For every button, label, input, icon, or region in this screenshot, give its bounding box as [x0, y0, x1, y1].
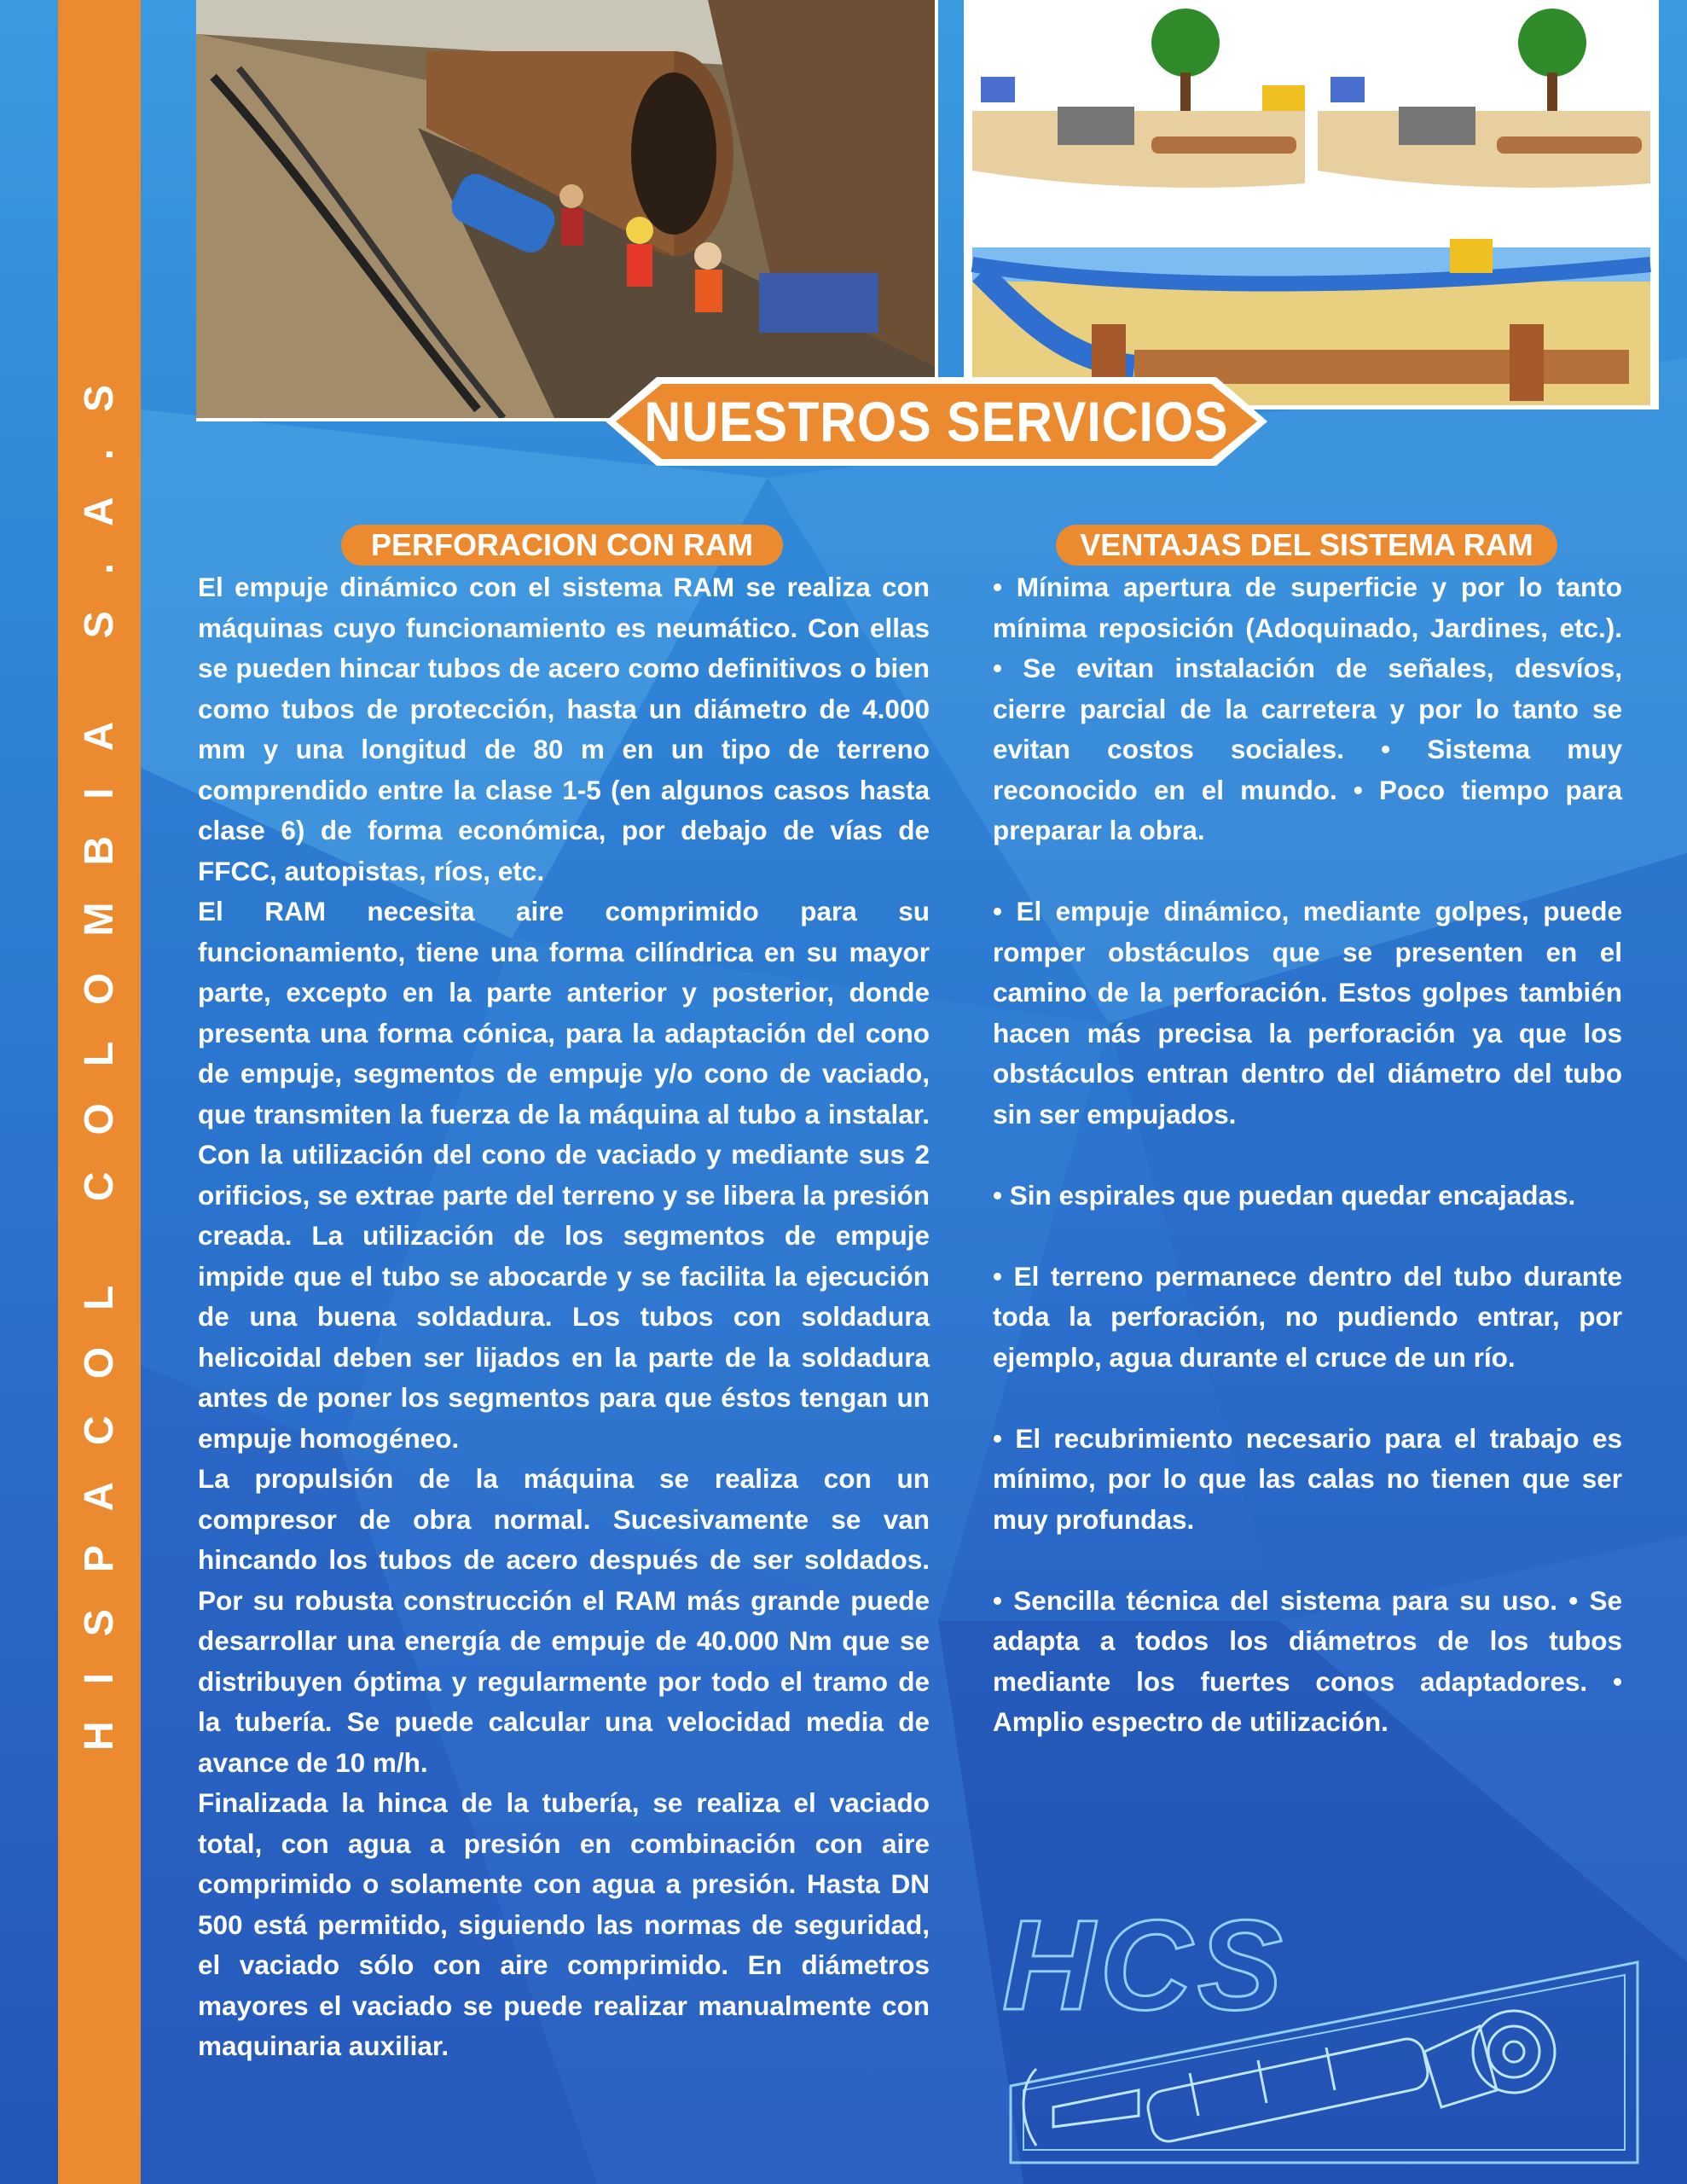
paragraph: Finalizada la hinca de la tubería, se realiza el vaciado total, con agua a presión en combinación con aire comprimido o solamente con agua a presión. Hasta DN 500 está permitido, siguiendo las normas de seguridad, el vaciado sólo con aire comprimido. En diámetros mayores el vaciado se puede realizar manualmente con maquinaria auxiliar.	[198, 1787, 930, 2061]
hcs-logo	[1002, 1898, 1642, 2175]
bullet-paragraph: • El terreno permanece dentro del tubo durante toda la perforación, no pudiendo entrar, por ejemplo, agua durante el cruce de un río.	[993, 1260, 1622, 1373]
perforacion-text-column	[198, 567, 930, 2067]
company-name-vertical: HISPACOL COLOMBIA S.A.S	[77, 347, 122, 1751]
paragraph: El empuje dinámico con el sistema RAM se realiza con máquinas cuyo funcionamiento es neumático. Con ellas se pueden hincar tubos de acero como definitivos o bien como tubos de protección, hasta un diámetro de 4.000 mm y una longitud de 80 m en un tipo de terreno comprendido entre la clase 1-5 (en algunos casos hasta clase 6) de forma económica, por debajo de vías de FFCC, autopistas, ríos, etc.	[198, 572, 930, 886]
page-title: NUESTROS SERVICIOS	[644, 390, 1229, 453]
bullet-paragraph: • El empuje dinámico, mediante golpes, puede romper obstáculos que se presenten en el camino de la perforación. Estos golpes también hacen más precisa la perforación ya que los obstáculos entran dentro del diámetro del tubo sin ser empujados.	[993, 896, 1622, 1130]
trench-photo	[196, 0, 938, 421]
bullet-paragraph: • El recubrimiento necesario para el trabajo es mínimo, por lo que las calas no tienen que ser muy profundas.	[993, 1422, 1622, 1535]
logo-text: HCS	[1002, 1898, 1288, 2036]
bullet-paragraph: • Mínima apertura de superficie y por lo tanto mínima reposición (Adoquinado, Jardines, etc.). • Se evitan instalación de señales, desvíos, cierre parcial de la carretera y por lo tanto se evitan costos sociales. • Sistema muy reconocido en el mundo. • Poco tiempo para preparar la obra.	[993, 572, 1622, 845]
bullet-paragraph: • Sin espirales que puedan quedar encajadas.	[993, 1179, 1576, 1211]
ventajas-text-column	[993, 567, 1622, 1783]
paragraph: La propulsión de la máquina se realiza con un compresor de obra normal. Sucesivamente se van hincando los tubos de acero después de ser soldados. Por su robusta construcción el RAM más grande puede desarrollar una energía de empuje de 40.000 Nm que se distribuyen óptima y regularmente por todo el tramo de la tubería. Se puede calcular una velocidad media de avance de 10 m/h.	[198, 1463, 930, 1778]
bullet-paragraph: • Sencilla técnica del sistema para su uso. • Se adapta a todos los diámetros de los tubos mediante los fuertes conos adaptadores. • Amplio espectro de utilización.	[993, 1584, 1622, 1737]
section-title-perforacion: PERFORACION CON RAM	[341, 525, 783, 566]
pipe-installation-diagram	[964, 0, 1659, 410]
paragraph: El RAM necesita aire comprimido para su funcionamiento, tiene una forma cilíndrica en su mayor parte, excepto en la parte anterior y posterior, donde presenta una forma cónica, para la adaptación del cono de empuje, segmentos de empuje y/o cono de vaciado, que transmiten la fuerza de la máquina al tubo a instalar. Con la utilización del cono de vaciado y mediante sus 2 orificios, se extrae parte del terreno y se libera la presión creada. La utilización de los segmentos de empuje impide que el tubo se abocarde y se facilita la ejecución de una buena soldadura. Los tubos con soldadura helicoidal deben ser lijados en la parte de la soldadura antes de poner los segmentos para que éstos tengan un empuje homogéneo.	[198, 896, 930, 1454]
section-title-ventajas: VENTAJAS DEL SISTEMA RAM	[1056, 525, 1557, 566]
